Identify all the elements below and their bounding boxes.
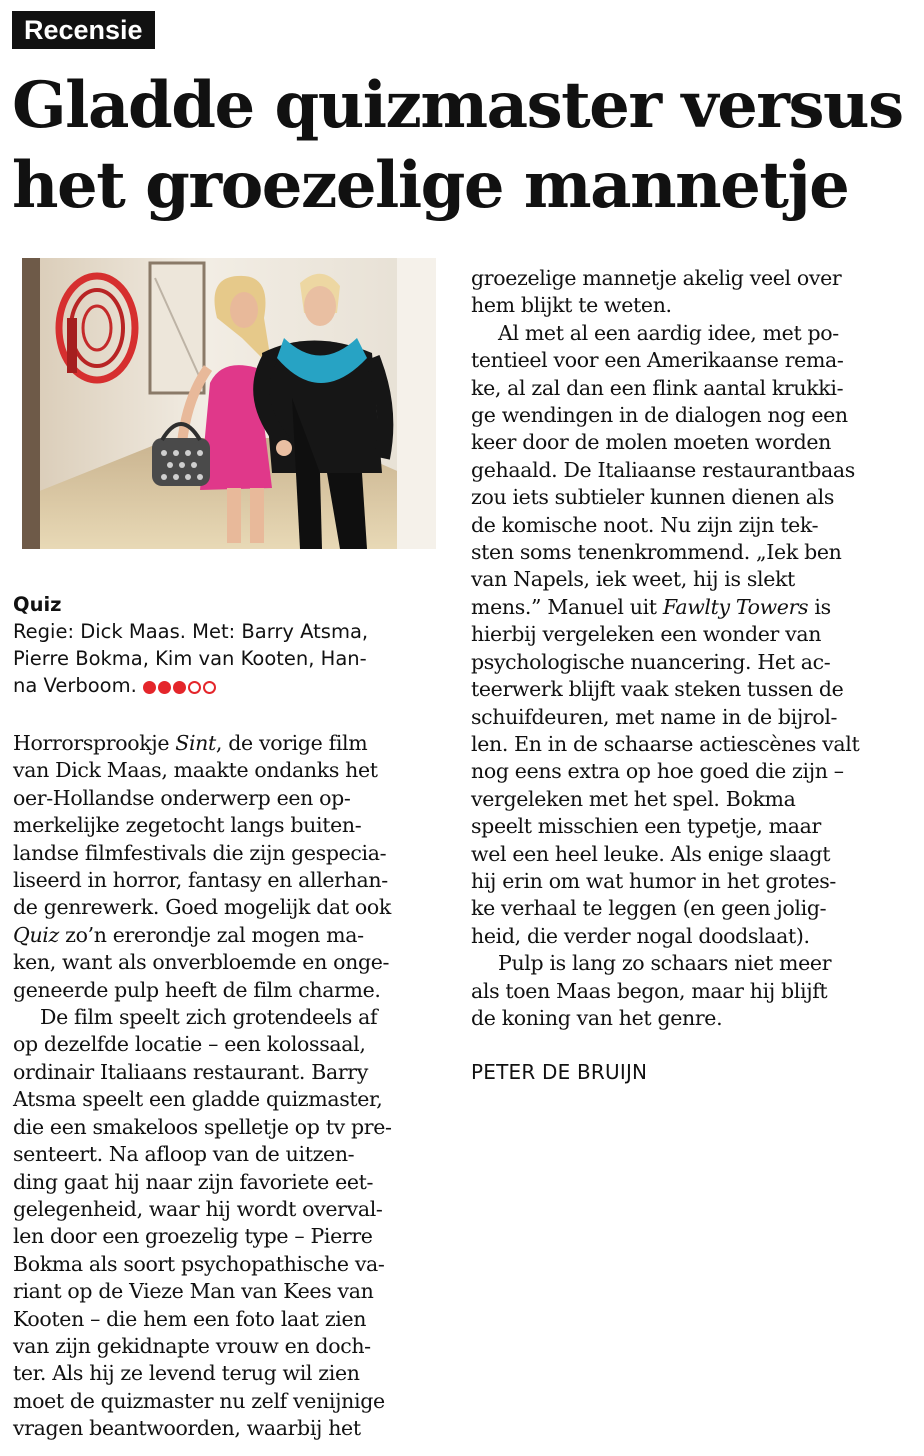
text-line: als toen Maas begon, maar hij blijft <box>471 978 828 1003</box>
text-line: geneerde pulp heeft de film charme. <box>13 977 381 1002</box>
text-line: wel een heel leuke. Als enige slaagt <box>471 841 831 866</box>
text-line: senteert. Na afloop van de uitzen- <box>13 1142 355 1167</box>
text-line: ke, al zal dan een flink aantal krukki- <box>471 375 844 400</box>
text-line: riant op de Vieze Man van Kees van <box>13 1279 374 1304</box>
film-still-icon <box>22 258 436 549</box>
text-line: vragen beantwoorden, waarbij het <box>13 1416 361 1441</box>
text-line <box>471 594 911 621</box>
text-line <box>13 922 453 949</box>
text-line: liseerd in horror, fantasy en allerhan- <box>13 868 388 893</box>
text-line: ter. Als hij ze levend terug wil zien <box>13 1361 360 1386</box>
text-fragment: is <box>808 594 831 619</box>
text-line: Bokma als soort psychopathische va- <box>13 1251 385 1276</box>
section-label: Recensie <box>12 11 155 49</box>
text-line: tentieel voor een Amerikaanse rema- <box>471 348 844 373</box>
text-line: oer-Hollandse onderwerp een op- <box>13 785 351 810</box>
text-line: sten soms tenenkrommend. „Iek ben <box>471 540 842 565</box>
headline-line-1: Gladde quizmaster versus <box>12 68 903 143</box>
text-line: op dezelfde locatie – een kolossaal, <box>13 1032 366 1057</box>
text-line: hem blijkt te weten. <box>471 293 672 318</box>
text-line: len. En in de schaarse actiescènes valt <box>471 731 860 756</box>
text-line: van Dick Maas, maakte ondanks het <box>13 758 378 783</box>
text-line: teerwerk blijft vaak steken tussen de <box>471 677 844 702</box>
italic-title: Fawlty Towers <box>662 594 809 619</box>
rating-dot-empty-icon <box>203 681 216 694</box>
text-line: gelegenheid, waar hij wordt overval- <box>13 1196 383 1221</box>
text-fragment: mens.” Manuel uit <box>471 594 663 619</box>
text-line: Kooten – die hem een foto laat zien <box>13 1306 367 1331</box>
text-fragment: Horrorsprookje <box>13 731 176 755</box>
text-line: speelt misschien een typetje, maar <box>471 814 821 839</box>
text-line: De film speelt zich grotendeels af <box>40 1005 378 1030</box>
text-line: landse filmfestivals die zijn gespecia- <box>13 840 387 865</box>
text-line <box>13 730 453 757</box>
text-line: gehaald. De Italiaanse restaurantbaas <box>471 457 855 482</box>
author-byline: PETER DE BRUIJN <box>471 1060 648 1084</box>
text-line: de koning van het genre. <box>471 1005 723 1030</box>
article-column-right <box>471 265 911 1032</box>
text-line: keer door de molen moeten worden <box>471 430 832 455</box>
text-line: Atsma speelt een gladde quizmaster, <box>13 1087 383 1112</box>
text-line: hij erin om wat humor in het grotes- <box>471 868 837 893</box>
headline <box>12 66 917 226</box>
credit-line-2: Pierre Bokma, Kim van Kooten, Han- <box>13 647 367 670</box>
text-line: merkelijke zegetocht langs buiten- <box>13 813 362 838</box>
text-line: heid, die verder nogal doodslaat). <box>471 923 810 948</box>
text-line: ge wendingen in de dialogen nog een <box>471 403 848 428</box>
text-line: van Napels, iek weet, hij is slekt <box>471 567 795 592</box>
text-line: groezelige mannetje akelig veel over <box>471 266 842 290</box>
italic-title: Quiz <box>13 922 59 947</box>
text-line: ke verhaal te leggen (en geen jolig- <box>471 896 827 921</box>
text-line: de komische noot. Nu zijn zijn tek- <box>471 512 819 537</box>
text-line: len door een groezelig type – Pierre <box>13 1224 373 1249</box>
text-line: die een smakeloos spelletje op tv pre- <box>13 1114 392 1139</box>
rating-dot-filled-icon <box>143 681 156 694</box>
rating-dot-filled-icon <box>158 681 171 694</box>
text-line: moet de quizmaster nu zelf venijnige <box>13 1388 385 1413</box>
text-line: ken, want als onverbloemde en onge- <box>13 950 390 975</box>
article-column-left <box>13 730 453 1443</box>
text-line: hierbij vergeleken een wonder van <box>471 622 822 647</box>
text-line: vergeleken met het spel. Bokma <box>471 786 796 811</box>
headline-line-2: het groezelige mannetje <box>12 148 849 223</box>
rating-dot-empty-icon <box>188 681 201 694</box>
text-fragment: zo’n ererondje zal mogen ma- <box>58 922 364 947</box>
text-line: de genrewerk. Goed mogelijk dat ook <box>13 895 391 920</box>
text-fragment: , de vorige film <box>215 731 368 755</box>
star-rating <box>143 673 218 700</box>
film-title: Quiz <box>13 593 62 616</box>
text-line: psychologische nuancering. Het ac- <box>471 649 831 674</box>
film-info-block <box>13 591 448 700</box>
text-line: Pulp is lang zo schaars niet meer <box>498 951 832 976</box>
text-line: van zijn gekidnapte vrouw en doch- <box>13 1333 371 1358</box>
text-line: ding gaat hij naar zijn favoriete eet- <box>13 1169 374 1194</box>
text-line: ordinair Italiaans restaurant. Barry <box>13 1059 368 1084</box>
credit-line-3-text: na Verboom. <box>13 674 137 697</box>
text-line: schuifdeuren, met name in de bijrol- <box>471 704 838 729</box>
credit-line-3 <box>13 672 448 700</box>
text-line: zou iets subtieler kunnen dienen als <box>471 485 835 510</box>
text-line: nog eens extra op hoe goed die zijn – <box>471 759 844 784</box>
text-line: Al met al een aardig idee, met po- <box>498 320 839 345</box>
credit-line-1: Regie: Dick Maas. Met: Barry Atsma, <box>13 620 369 643</box>
film-still-photo <box>22 258 436 549</box>
rating-dot-filled-icon <box>173 681 186 694</box>
italic-title: Sint <box>175 731 216 755</box>
